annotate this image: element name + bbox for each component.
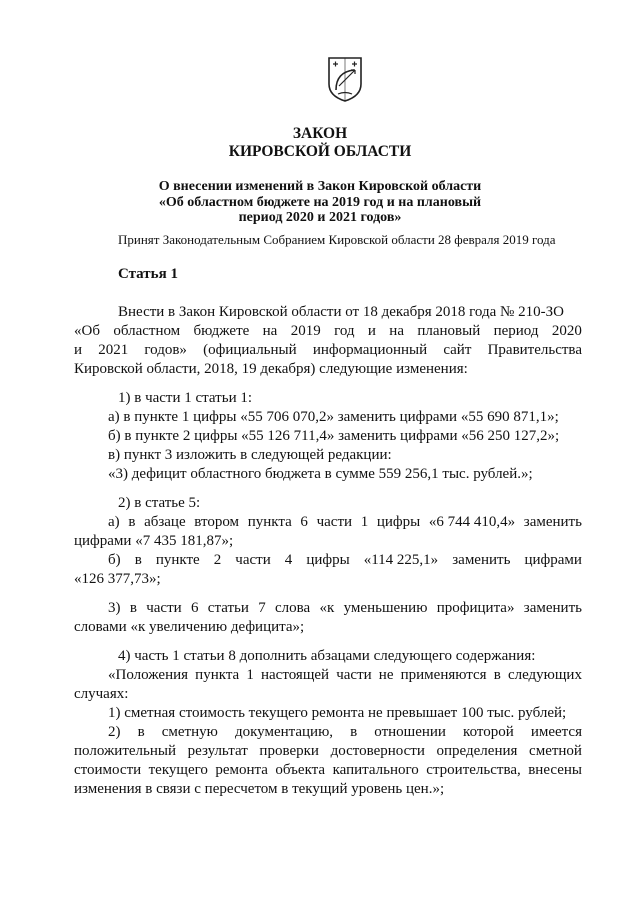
word: положительный bbox=[74, 743, 177, 759]
word: следующих bbox=[507, 667, 582, 683]
word: плановый bbox=[417, 323, 481, 339]
word: абзаце bbox=[144, 514, 186, 530]
word: уменьшению bbox=[343, 600, 428, 616]
intro-line-justified bbox=[74, 341, 582, 360]
word: на bbox=[389, 323, 404, 339]
word: «114 225,1» bbox=[363, 552, 439, 568]
item-4-quote-line bbox=[108, 666, 582, 685]
word: ремонта bbox=[215, 762, 268, 778]
word: в bbox=[134, 552, 142, 568]
word: на bbox=[262, 323, 278, 339]
word: заменить bbox=[523, 600, 582, 616]
word: заменить bbox=[523, 514, 582, 530]
word: «к bbox=[319, 600, 335, 616]
word: 1 bbox=[246, 667, 254, 683]
word: (официальный bbox=[203, 342, 297, 358]
word: части bbox=[235, 552, 271, 568]
word: сайт bbox=[443, 342, 472, 358]
word: «Об bbox=[74, 323, 100, 339]
item-4-sub-2-line bbox=[74, 761, 582, 780]
word: цифрами bbox=[524, 552, 582, 568]
word: и bbox=[367, 323, 376, 339]
word: в bbox=[129, 600, 137, 616]
word: сметной bbox=[529, 743, 582, 759]
word: 2021 bbox=[98, 342, 129, 358]
word: части bbox=[146, 600, 182, 616]
word: информационный bbox=[312, 342, 428, 358]
word: бюджете bbox=[193, 323, 250, 339]
word: в bbox=[137, 724, 145, 740]
article-heading: Статья 1 bbox=[118, 266, 178, 282]
word: имеется bbox=[530, 724, 582, 740]
subject-line: период 2020 и 2021 годов» bbox=[238, 210, 402, 225]
item-4-quote-line: случаях: bbox=[74, 686, 129, 702]
word: цифры bbox=[376, 514, 421, 530]
word: отношении bbox=[374, 724, 446, 740]
word: 2 bbox=[213, 552, 222, 568]
word: «6 744 410,4» bbox=[428, 514, 516, 530]
word: Правительства bbox=[487, 342, 582, 358]
word: текущего bbox=[148, 762, 208, 778]
word: части bbox=[316, 514, 353, 530]
word: б) bbox=[108, 552, 121, 568]
word: капитального bbox=[332, 762, 419, 778]
word: в bbox=[128, 514, 136, 530]
item-2-a-line: цифрами «7 435 181,87»; bbox=[74, 533, 234, 549]
subject-line: О внесении изменений в Закон Кировской области bbox=[158, 179, 482, 194]
word: строительства, bbox=[426, 762, 521, 778]
word: определения bbox=[436, 743, 518, 759]
word: 2019 bbox=[290, 323, 321, 339]
word: 3) bbox=[108, 600, 121, 616]
word: 4 bbox=[284, 552, 293, 568]
word: пункте bbox=[155, 552, 200, 568]
word: 1 bbox=[360, 514, 369, 530]
word: и bbox=[74, 342, 83, 358]
subject-line: «Об областном бюджете на 2019 год и на плановый bbox=[158, 194, 482, 210]
intro-line: Внести в Закон Кировской области от 18 декабря 2018 года № 210-ЗО bbox=[118, 304, 564, 320]
word: в bbox=[493, 667, 501, 683]
coat-of-arms-icon bbox=[327, 56, 363, 102]
law-subject bbox=[0, 179, 640, 226]
word: годов» bbox=[144, 342, 187, 358]
item-1-b: б) в пункте 2 цифры «55 126 711,4» заменить цифрами «56 250 127,2»; bbox=[108, 428, 560, 444]
word: 2020 bbox=[551, 323, 582, 339]
word: год bbox=[334, 323, 355, 339]
intro-line: Кировской области, 2018, 19 декабря) следующие изменения: bbox=[74, 361, 468, 377]
item-2-b-line bbox=[108, 551, 582, 570]
item-2-heading: 2) в статье 5: bbox=[118, 495, 201, 511]
intro-line-justified bbox=[74, 322, 582, 341]
item-2-a-line bbox=[108, 513, 582, 532]
word: втором bbox=[194, 514, 240, 530]
word: достоверности bbox=[330, 743, 425, 759]
word: а) bbox=[108, 514, 120, 530]
word: проверки bbox=[259, 743, 319, 759]
item-3-line: словами «к увеличению дефицита»; bbox=[74, 619, 305, 635]
word: заменить bbox=[452, 552, 511, 568]
word: пункта bbox=[195, 667, 240, 683]
region-title: КИРОВСКОЙ ОБЛАСТИ bbox=[228, 143, 412, 160]
item-3-line bbox=[108, 599, 582, 618]
word: не bbox=[378, 667, 394, 683]
item-4-sub-2-line: изменения в связи с пересчетом в текущий уровень цен.»; bbox=[74, 781, 445, 797]
word: объекта bbox=[275, 762, 326, 778]
word: части bbox=[336, 667, 372, 683]
adoption-note: Принят Законодательным Собранием Кировской области 28 февраля 2019 года bbox=[118, 232, 556, 247]
word: внесены bbox=[528, 762, 582, 778]
word: областном bbox=[113, 323, 181, 339]
item-1-quote: «3) дефицит областного бюджета в сумме 559 256,1 тыс. рублей.»; bbox=[108, 466, 533, 482]
item-2-b-line: «126 377,73»; bbox=[74, 571, 161, 587]
word: 6 bbox=[190, 600, 199, 616]
word: 7 bbox=[258, 600, 266, 616]
word: слова bbox=[275, 600, 311, 616]
word: документацию, bbox=[234, 724, 334, 740]
word: стоимости bbox=[74, 762, 142, 778]
word: «Положения bbox=[108, 667, 189, 683]
item-4-sub-1: 1) сметная стоимость текущего ремонта не превышает 100 тыс. рублей; bbox=[108, 705, 567, 721]
word: период bbox=[493, 323, 539, 339]
item-1-heading: 1) в части 1 статьи 1: bbox=[118, 390, 253, 406]
word: в bbox=[350, 724, 358, 740]
item-4-sub-2-line bbox=[108, 723, 582, 742]
word: пункта bbox=[247, 514, 292, 530]
item-1-c: в) пункт 3 изложить в следующей редакции: bbox=[108, 447, 392, 463]
word: применяются bbox=[400, 667, 487, 683]
word: профицита» bbox=[436, 600, 515, 616]
item-1-a: а) в пункте 1 цифры «55 706 070,2» заменить цифрами «55 690 871,1»; bbox=[108, 409, 559, 425]
word: которой bbox=[463, 724, 514, 740]
word: статьи bbox=[207, 600, 249, 616]
word: цифры bbox=[306, 552, 350, 568]
word: сметную bbox=[161, 724, 218, 740]
word: 2) bbox=[108, 724, 121, 740]
item-4-sub-2-line bbox=[74, 742, 582, 761]
word: настоящей bbox=[261, 667, 330, 683]
law-title: ЗАКОН bbox=[292, 125, 348, 142]
item-4-heading: 4) часть 1 статьи 8 дополнить абзацами следующего содержания: bbox=[118, 648, 536, 664]
word: 6 bbox=[300, 514, 308, 530]
word: результат bbox=[187, 743, 248, 759]
